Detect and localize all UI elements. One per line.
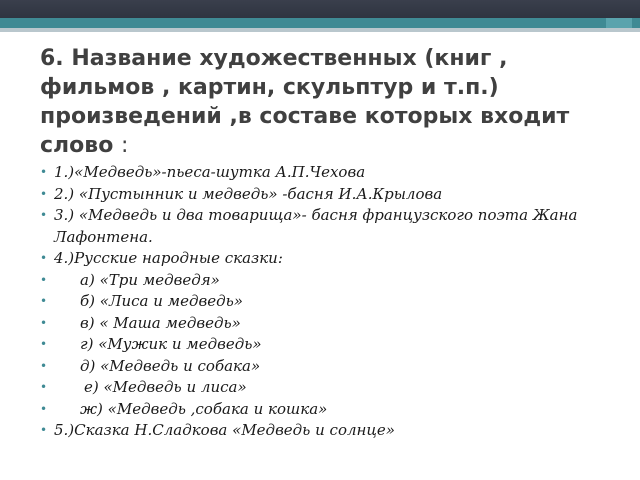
bullet-icon: • (40, 337, 48, 351)
slide-content (40, 162, 630, 442)
header-light-bar (0, 28, 640, 32)
list-item-text: 5.)Сказка Н.Сладкова «Медведь и солнце» (54, 421, 395, 439)
list-item-text: в) « Маша медведь» (80, 313, 241, 332)
list-item (40, 399, 630, 421)
list-item-text: 1.)«Медведь»-пьеса-шутка А.П.Чехова (54, 163, 366, 181)
list-item (40, 248, 630, 270)
list-item-text: ж) «Медведь ,собака и кошка» (80, 399, 328, 418)
list-item-text: б) «Лиса и медведь» (80, 292, 243, 310)
list-item-text: 4.)Русские народные сказки: (54, 249, 283, 267)
list-item (40, 420, 630, 442)
list-item-text: е) «Медведь и лиса» (84, 378, 247, 396)
slide-title-colon: : (120, 133, 129, 158)
list-item (40, 162, 630, 184)
list-item-text: д) «Медведь и собака» (80, 356, 261, 375)
list-item (40, 184, 630, 206)
bullet-icon: • (40, 358, 48, 373)
list-item-text: 2.) «Пустынник и медведь» -басня И.А.Крылова (54, 184, 443, 203)
bullet-icon: • (40, 186, 48, 201)
list-item (40, 291, 630, 313)
bullet-icon: • (40, 315, 48, 330)
bullet-icon: • (40, 401, 48, 416)
bullet-icon: • (40, 208, 48, 222)
slide-title (40, 44, 620, 160)
list-item-text: а) «Три медведя» (80, 270, 220, 289)
bullet-icon: • (40, 423, 48, 437)
list-item-text: 3.) «Медведь и два товарища»- басня французского поэта Жана Лафонтена. (54, 206, 578, 246)
bullet-icon: • (40, 294, 48, 308)
list-item (40, 334, 630, 356)
bullet-icon: • (40, 272, 48, 287)
header-teal-bar (0, 18, 640, 28)
bullet-icon: • (40, 251, 48, 265)
list-item (40, 377, 630, 399)
list-item (40, 356, 630, 378)
list-item (40, 313, 630, 335)
bullet-icon: • (40, 165, 48, 179)
slide-title-text: 6. Название художественных (книг , фильмов , картин, скульптур и т.п.) произведений ,в составе которых входит слово (40, 46, 570, 158)
list-item (40, 205, 630, 248)
list-item (40, 270, 630, 292)
list-item-text: г) «Мужик и медведь» (80, 335, 262, 353)
header-dark-bar (0, 0, 640, 18)
bullet-icon: • (40, 380, 48, 394)
